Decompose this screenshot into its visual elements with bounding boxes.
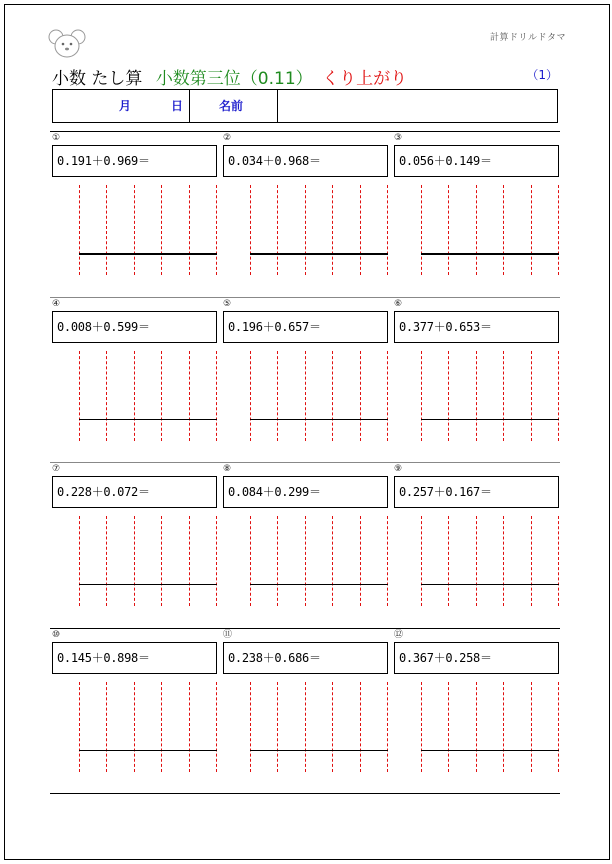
problem-block (223, 630, 388, 772)
answer-area[interactable] (421, 586, 559, 606)
answer-area[interactable] (79, 421, 217, 441)
site-name: 計算ドリルドタマ (489, 33, 566, 43)
problem-block (52, 464, 217, 606)
answer-line (250, 750, 388, 751)
problem-number: ① (52, 133, 61, 143)
page-number: （1） (526, 68, 558, 82)
problem-expression: 0.238＋0.686＝ (223, 642, 388, 674)
problem-block (52, 299, 217, 441)
problem-number: ⑨ (394, 464, 403, 474)
problem-block (223, 464, 388, 606)
problem-number: ⑪ (223, 630, 233, 640)
problem-number: ⑧ (223, 464, 232, 474)
answer-line (250, 584, 388, 585)
answer-line (421, 584, 559, 585)
problem-block (52, 630, 217, 772)
title-level: 小数第三位（0.11） (155, 69, 313, 89)
problem-expression: 0.145＋0.898＝ (52, 642, 217, 674)
answer-area[interactable] (79, 752, 217, 772)
problem-number: ② (223, 133, 232, 143)
answer-area[interactable] (250, 586, 388, 606)
problem-expression: 0.191＋0.969＝ (52, 145, 217, 177)
answer-line (79, 750, 217, 751)
problem-expression: 0.228＋0.072＝ (52, 476, 217, 508)
answer-area[interactable] (250, 752, 388, 772)
title-topic: 小数 たし算 (52, 69, 143, 89)
section-rule (50, 131, 560, 132)
problem-block (394, 133, 559, 275)
problem-expression: 0.367＋0.258＝ (394, 642, 559, 674)
date-name-table (52, 89, 558, 123)
problem-number: ⑫ (394, 630, 404, 640)
answer-area[interactable] (421, 421, 559, 441)
answer-line (79, 584, 217, 585)
answer-line (421, 419, 559, 420)
answer-area[interactable] (250, 255, 388, 275)
answer-line (421, 750, 559, 751)
answer-area[interactable] (250, 421, 388, 441)
problem-number: ⑦ (52, 464, 61, 474)
problem-number: ③ (394, 133, 403, 143)
name-field[interactable] (278, 90, 557, 122)
problem-expression: 0.008＋0.599＝ (52, 311, 217, 343)
answer-area[interactable] (79, 586, 217, 606)
answer-area[interactable] (421, 255, 559, 275)
day-label: 日 (171, 99, 184, 113)
worksheet-title (52, 64, 558, 89)
problem-block (394, 630, 559, 772)
section-rule (50, 297, 560, 298)
problem-block (223, 133, 388, 275)
answer-line (250, 419, 388, 420)
mouse-mascot-icon (48, 28, 86, 60)
name-label: 名前 (219, 99, 244, 113)
answer-line (79, 419, 217, 420)
problem-expression: 0.084＋0.299＝ (223, 476, 388, 508)
problem-number: ④ (52, 299, 61, 309)
problem-block (52, 133, 217, 275)
answer-area[interactable] (421, 752, 559, 772)
problem-expression: 0.056＋0.149＝ (394, 145, 559, 177)
problem-block (394, 299, 559, 441)
bottom-rule (50, 793, 560, 794)
problem-number: ⑤ (223, 299, 232, 309)
section-rule (50, 628, 560, 629)
table-divider (189, 90, 190, 122)
problem-number: ⑥ (394, 299, 403, 309)
problem-number: ⑩ (52, 630, 61, 640)
problem-expression: 0.257＋0.167＝ (394, 476, 559, 508)
problem-block (394, 464, 559, 606)
section-rule (50, 462, 560, 463)
answer-area[interactable] (79, 255, 217, 275)
problem-expression: 0.377＋0.653＝ (394, 311, 559, 343)
problem-expression: 0.196＋0.657＝ (223, 311, 388, 343)
problem-expression: 0.034＋0.968＝ (223, 145, 388, 177)
problem-block (223, 299, 388, 441)
month-label: 月 (119, 99, 132, 113)
title-type: くり上がり (322, 69, 408, 89)
